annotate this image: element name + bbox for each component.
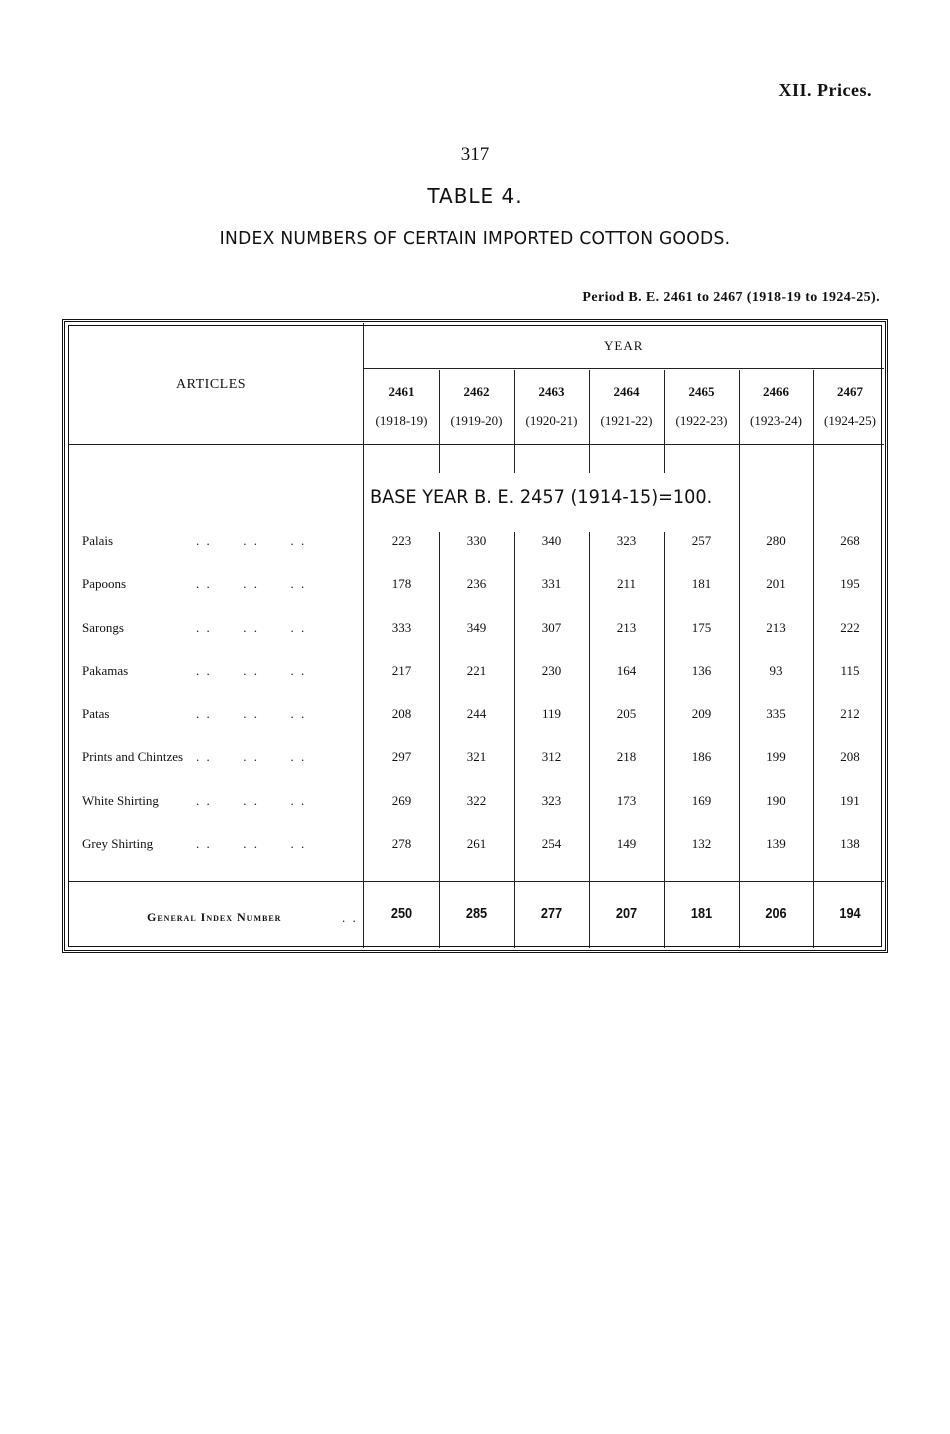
year-be-label: 2464	[613, 384, 640, 399]
row-label: Palais	[82, 533, 114, 548]
general-index-cell: 207	[615, 905, 638, 922]
articles-heading: ARTICLES	[176, 377, 247, 392]
year-heading: YEAR	[604, 338, 644, 353]
row-leader-dots: . . . . . .	[196, 836, 307, 851]
table-cell: 312	[541, 749, 562, 764]
table-cell: 212	[840, 706, 860, 721]
year-ad-label: (1922-23)	[675, 413, 728, 428]
table-cell: 307	[541, 620, 562, 635]
table-cell: 195	[840, 576, 860, 591]
year-ad-label: (1918-19)	[375, 413, 428, 428]
table-cell: 191	[840, 793, 860, 808]
section-heading: XII. Prices.	[778, 80, 872, 100]
general-index-cell: 206	[765, 905, 787, 922]
table-cell: 268	[840, 533, 860, 548]
row-label: White Shirting	[82, 793, 159, 808]
row-leader-dots: . . . . . .	[196, 793, 307, 808]
table-cell: 132	[691, 836, 712, 851]
table-cell: 333	[391, 620, 412, 635]
row-label: Prints and Chintzes	[82, 749, 184, 764]
table-cell: 93	[769, 663, 783, 678]
divider-col-body	[514, 532, 515, 948]
table-cell: 136	[691, 663, 712, 678]
row-leader-dots: . . . . . .	[196, 533, 307, 548]
year-be-label: 2467	[837, 384, 863, 399]
year-ad-label: (1921-22)	[600, 413, 653, 428]
table-cell: 119	[541, 706, 562, 721]
table-cell: 186	[691, 749, 712, 764]
general-index-cell: 194	[839, 905, 861, 922]
table-cell: 230	[541, 663, 562, 678]
row-label: Pakamas	[82, 663, 129, 678]
row-leader-dots: . . . . . .	[196, 620, 307, 635]
general-index-cell: 285	[465, 905, 488, 922]
table-cell: 261	[466, 836, 487, 851]
table-cell: 217	[391, 663, 412, 678]
general-index-label: General Index Number	[147, 910, 282, 924]
table-cell: 321	[466, 749, 487, 764]
table-cell: 340	[541, 533, 562, 548]
divider-general	[69, 881, 884, 882]
row-label: Patas	[82, 706, 110, 721]
divider-col-body	[664, 532, 665, 948]
table-cell: 169	[691, 793, 712, 808]
table-cell: 209	[691, 706, 712, 721]
divider-col	[739, 370, 740, 948]
table-cell: 178	[391, 576, 412, 591]
table-cell: 221	[466, 663, 487, 678]
divider-head	[69, 444, 884, 445]
table-cell: 323	[616, 533, 637, 548]
year-be-label: 2462	[463, 384, 490, 399]
year-be-label: 2461	[388, 384, 415, 399]
base-year-note: BASE YEAR B. E. 2457 (1914-15)=100.	[370, 486, 713, 508]
table-cell: 173	[616, 793, 637, 808]
divider-year-head	[364, 368, 884, 369]
table-cell: 208	[840, 749, 860, 764]
table-cell: 205	[616, 706, 637, 721]
table-cell: 254	[541, 836, 562, 851]
table-cell: 181	[691, 576, 712, 591]
row-label: Grey Shirting	[82, 836, 154, 851]
year-ad-label: (1924-25)	[824, 413, 876, 428]
table-cell: 139	[766, 836, 786, 851]
table-cell: 211	[616, 576, 637, 591]
page-number: 317	[460, 144, 490, 165]
divider-col-body	[589, 532, 590, 948]
table-cell: 278	[391, 836, 412, 851]
year-be-label: 2466	[763, 384, 789, 399]
table-cell: 297	[391, 749, 412, 764]
table-cell: 190	[766, 793, 786, 808]
year-be-label: 2465	[688, 384, 715, 399]
table-cell: 244	[466, 706, 487, 721]
year-ad-label: (1923-24)	[750, 413, 802, 428]
row-label: Papoons	[82, 576, 127, 591]
table-cell: 208	[391, 706, 412, 721]
general-index-cell: 181	[690, 905, 713, 922]
table-cell: 213	[766, 620, 786, 635]
table-cell: 330	[466, 533, 487, 548]
row-leader-dots: . . . . . .	[196, 749, 307, 764]
year-ad-label: (1920-21)	[525, 413, 578, 428]
table-cell: 269	[391, 793, 412, 808]
row-leader-dots: . . . . . .	[196, 706, 307, 721]
table-number: TABLE 4.	[427, 184, 523, 208]
table-cell: 138	[840, 836, 860, 851]
period-note: Period B. E. 2461 to 2467 (1918-19 to 1924-25).	[582, 290, 880, 305]
row-label: Sarongs	[82, 620, 124, 635]
table-cell: 335	[766, 706, 786, 721]
table-cell: 115	[840, 663, 860, 678]
table-cell: 149	[616, 836, 637, 851]
year-ad-label: (1919-20)	[450, 413, 503, 428]
table-cell: 199	[766, 749, 786, 764]
table-title: INDEX NUMBERS OF CERTAIN IMPORTED COTTON GOODS.	[219, 228, 731, 249]
table-cell: 323	[541, 793, 562, 808]
general-index-cell: 277	[540, 905, 563, 922]
year-be-label: 2463	[538, 384, 565, 399]
table-cell: 322	[466, 793, 487, 808]
table-cell: 280	[766, 533, 786, 548]
table-cell: 218	[616, 749, 637, 764]
divider-col-body	[439, 532, 440, 948]
table-cell: 257	[691, 533, 712, 548]
table-cell: 222	[840, 620, 860, 635]
table-cell: 164	[616, 663, 637, 678]
divider-col	[813, 370, 814, 948]
general-index-dots: . .	[342, 910, 358, 925]
table-cell: 331	[541, 576, 562, 591]
table-cell: 175	[691, 620, 712, 635]
general-index-cell: 250	[390, 905, 413, 922]
table-cell: 223	[391, 533, 412, 548]
row-leader-dots: . . . . . .	[196, 576, 307, 591]
table-cell: 201	[766, 576, 786, 591]
row-leader-dots: . . . . . .	[196, 663, 307, 678]
table-cell: 349	[466, 620, 487, 635]
table-cell: 213	[616, 620, 637, 635]
table-cell: 236	[466, 576, 487, 591]
